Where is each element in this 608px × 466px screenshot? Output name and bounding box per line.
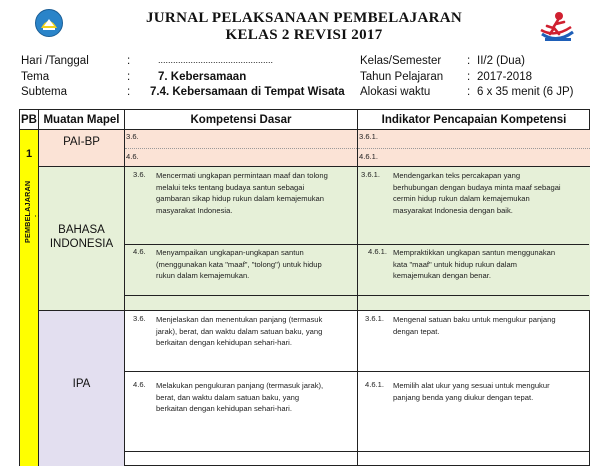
bindo-ipk2-num: 4.6.1.: [368, 247, 387, 256]
grid-line: [38, 110, 39, 465]
header-mapel: Muatan Mapel: [43, 114, 120, 126]
grid-line: [124, 244, 589, 245]
hari-sep: :: [127, 55, 131, 67]
tahun-label: Tahun Pelajaran: [360, 71, 444, 83]
mapel-bindo-line2: INDONESIA: [49, 238, 114, 250]
mapel-ipa: IPA: [72, 378, 91, 390]
mapel-bindo-line1: BAHASA: [58, 224, 105, 236]
kelas-sep: :: [467, 55, 471, 67]
bindo-ipk1-text: Mendengarkan teks percakapan yang berhubungan dengan budaya minta maaf sebagai cermin hidup rukun dalam kemajemukan masyarakat Indonesia dengan baik.: [393, 171, 561, 215]
grid-line: [124, 110, 125, 465]
ipa-kd2-num: 4.6.: [133, 380, 146, 389]
header-pb: PB: [21, 114, 37, 126]
tahun-sep: :: [467, 71, 471, 83]
ipa-kd1-num: 3.6.: [133, 314, 146, 323]
dotted-divider: [358, 148, 590, 149]
ipa-ipk2-num: 4.6.1.: [365, 380, 384, 389]
kelas-value: II/2 (Dua): [477, 55, 525, 67]
pb-number: 1: [25, 148, 33, 160]
bindo-kd1-num: 3.6.: [133, 170, 146, 179]
bindo-ipk1-num: 3.6.1.: [361, 170, 380, 179]
hari-label: Hari /Tanggal: [21, 55, 89, 67]
grid-line: [20, 129, 589, 130]
tema-value: 7. Kebersamaan: [158, 71, 247, 83]
hari-value: ..............................................: [158, 55, 274, 65]
subtema-label: Subtema: [21, 86, 68, 98]
mapel-paibp: PAI-BP: [63, 136, 100, 148]
bindo-ipk2-text: Mempraktikkan ungkapan santun menggunakan kata "maaf" untuk hidup rukun dalam kemajemukan dengan benar.: [393, 248, 556, 281]
ipa-ipk1-num: 3.6.1.: [365, 314, 384, 323]
kelas-label: Kelas/Semester: [360, 55, 442, 67]
bindo-kd2-num: 4.6.: [133, 247, 146, 256]
tema-sep: :: [127, 71, 131, 83]
subtema-value: 7.4. Kebersamaan di Tempat Wisata: [150, 86, 345, 98]
dotted-divider: [125, 148, 357, 149]
jurnal-table: [19, 109, 590, 466]
alokasi-sep: :: [467, 86, 471, 98]
bindo-kd2-text: Menyampaikan ungkapan-ungkapan santun (menggunakan kata "maaf", "tolong") untuk hidup rukun dalam kemajemukan.: [156, 248, 322, 281]
header-kd: Kompetensi Dasar: [190, 114, 292, 126]
page-subtitle: KELAS 2 REVISI 2017: [225, 27, 383, 43]
grid-line: [124, 295, 589, 296]
paibp-ipk-3: 3.6.1.: [359, 132, 378, 141]
tahun-value: 2017-2018: [477, 71, 532, 83]
ipa-ipk2-text: Memilih alat ukur yang sesuai untuk mengukur panjang benda yang diukur dengan tepat.: [393, 381, 550, 402]
page-title: JURNAL PELAKSANAAN PEMBELAJARAN: [146, 10, 462, 26]
ipa-ipk1-text: Mengenal satuan baku untuk mengukur panjang dengan tepat.: [393, 315, 556, 336]
grid-line: [357, 110, 358, 465]
pb-vertical-label: PEMBELAJARAN :: [23, 180, 41, 243]
grid-line: [38, 310, 589, 311]
grid-line: [38, 166, 589, 167]
header-ipk: Indikator Pencapaian Kompetensi: [381, 114, 567, 126]
subtema-sep: :: [127, 86, 131, 98]
paibp-ipk-4: 4.6.1.: [359, 152, 378, 161]
bindo-kd1-text: Mencermati ungkapan permintaan maaf dan tolong melalui teks tentang budaya santun sebagai gambaran sikap hidup rukun dalam kemajemukan masyarakat Indonesia.: [156, 171, 328, 215]
tema-label: Tema: [21, 71, 50, 83]
ipa-kd1-text: Menjelaskan dan menentukan panjang (termasuk jarak), berat, dan waktu dalam satuan baku, yang berkaitan dengan kehidupan sehari-hari.: [156, 315, 323, 348]
paibp-kd-3: 3.6.: [126, 132, 139, 141]
grid-line: [124, 371, 589, 372]
alokasi-value: 6 x 35 menit (6 JP): [477, 86, 574, 98]
paibp-kd-4: 4.6.: [126, 152, 139, 161]
alokasi-label: Alokasi waktu: [360, 86, 431, 98]
grid-line: [124, 451, 589, 452]
ipa-kd2-text: Melakukan pengukuran panjang (termasuk jarak), berat, dan waktu dalam satuan baku, yang berkaitan dengan kehidupan sehari-hari.: [156, 381, 324, 414]
